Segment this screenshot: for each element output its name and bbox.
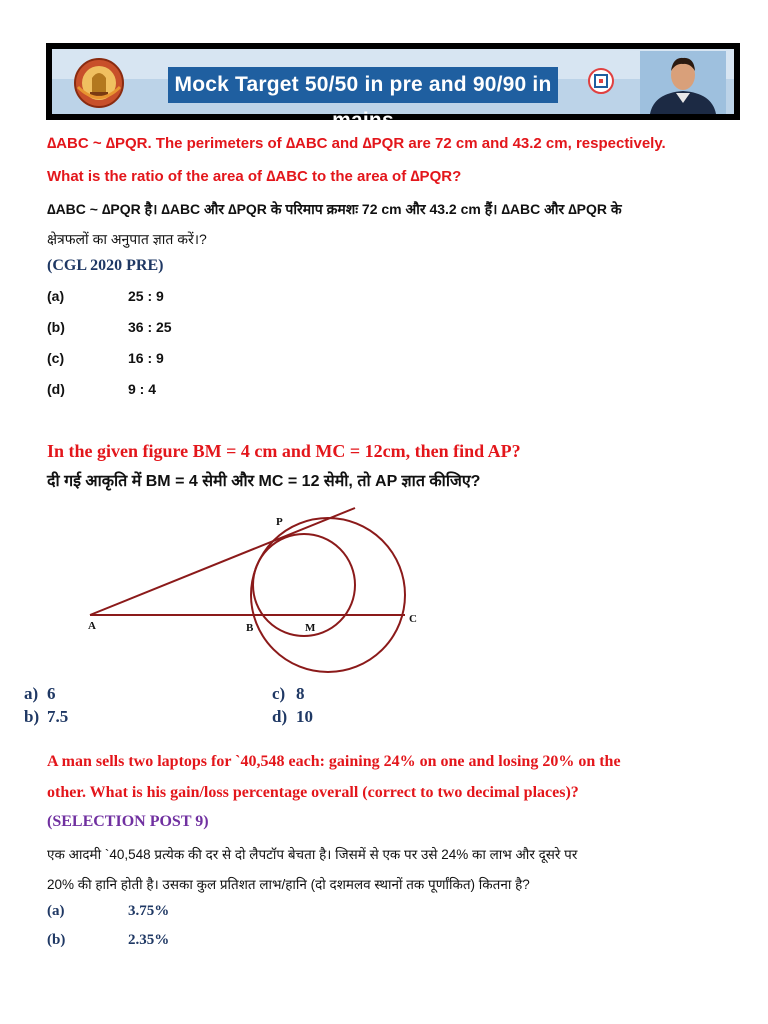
banner-background — [52, 49, 734, 132]
q2-option-b-value: 7.5 — [47, 707, 69, 726]
q1-option-d-label: (d) — [47, 381, 65, 397]
label-b: B — [246, 622, 254, 634]
label-a: A — [88, 620, 96, 632]
q1-hindi-line-1: ∆ABC ~ ∆PQR है। ∆ABC और ∆PQR के परिमाप क्रमशः 72 cm और 43.2 cm हैं। ∆ABC और ∆PQR के — [47, 201, 622, 217]
q3-source: (SELECTION POST 9) — [47, 813, 209, 830]
tangent-line-ap — [90, 508, 355, 615]
q1-question-line-1: ∆ABC ~ ∆PQR. The perimeters of ∆ABC and ∆PQR are 72 cm and 43.2 cm, respectively. — [47, 135, 666, 152]
q1-source: (CGL 2020 PRE) — [47, 257, 164, 274]
q3-question-line-2: other. What is his gain/loss percentage overall (correct to two decimal places)? — [47, 784, 579, 801]
brand-logo-icon — [587, 67, 615, 95]
banner-title: Mock Target 50/50 in pre and 90/90 in mains — [168, 67, 558, 103]
q3-hindi-line-2: 20% की हानि होती है। उसका कुल प्रतिशत लाभ/हानि (दो दशमलव स्थानों तक पूर्णांकित) कितना है? — [47, 877, 530, 892]
q2-option-b-label: b) — [24, 707, 40, 726]
tangent-circles-figure — [0, 495, 768, 680]
q2-question-line: In the given figure BM = 4 cm and MC = 12cm, then find AP? — [47, 441, 521, 461]
q2-option-c-value: 8 — [296, 684, 305, 703]
q1-option-b-label: (b) — [47, 319, 65, 335]
q1-option-a-value: 25 : 9 — [128, 288, 164, 304]
label-m: M — [305, 622, 316, 634]
q1-option-c-value: 16 : 9 — [128, 350, 164, 366]
q3-hindi-line-1: एक आदमी `40,548 प्रत्येक की दर से दो लैपटॉप बेचता है। जिसमें से एक पर उसे 24% का लाभ और दूसरे पर — [47, 847, 578, 862]
q1-option-a-label: (a) — [47, 288, 65, 304]
q1-option-b-value: 36 : 25 — [128, 319, 172, 335]
q2-option-d-value: 10 — [296, 707, 313, 726]
q2-option-a-label: a) — [24, 684, 39, 703]
q1-option-d-value: 9 : 4 — [128, 381, 157, 397]
ssc-emblem-icon — [70, 52, 128, 110]
q3-option-b-label: (b) — [47, 932, 66, 948]
q2-option-a-value: 6 — [47, 684, 56, 703]
q1-option-c-label: (c) — [47, 350, 65, 366]
label-p: P — [276, 516, 283, 528]
q2-option-c-label: c) — [272, 684, 286, 703]
q2-hindi-line: दी गई आकृति में BM = 4 सेमी और MC = 12 सेमी, तो AP ज्ञात कीजिए? — [47, 473, 481, 490]
q3-option-b-value: 2.35% — [128, 932, 170, 948]
q3-option-a-value: 3.75% — [128, 903, 170, 919]
header-banner — [46, 43, 740, 132]
q2-option-d-label: d) — [272, 707, 288, 726]
q3-question-line-1: A man sells two laptops for `40,548 each: gaining 24% on one and losing 20% on the — [47, 753, 621, 770]
q1-question-line-2: What is the ratio of the area of ∆ABC to the area of ∆PQR? — [47, 168, 462, 185]
label-c: C — [409, 613, 417, 625]
small-circle — [253, 534, 355, 636]
q3-option-a-label: (a) — [47, 903, 65, 919]
q1-hindi-line-2: क्षेत्रफलों का अनुपात ज्ञात करें।? — [47, 231, 207, 247]
teacher-photo — [640, 51, 726, 114]
